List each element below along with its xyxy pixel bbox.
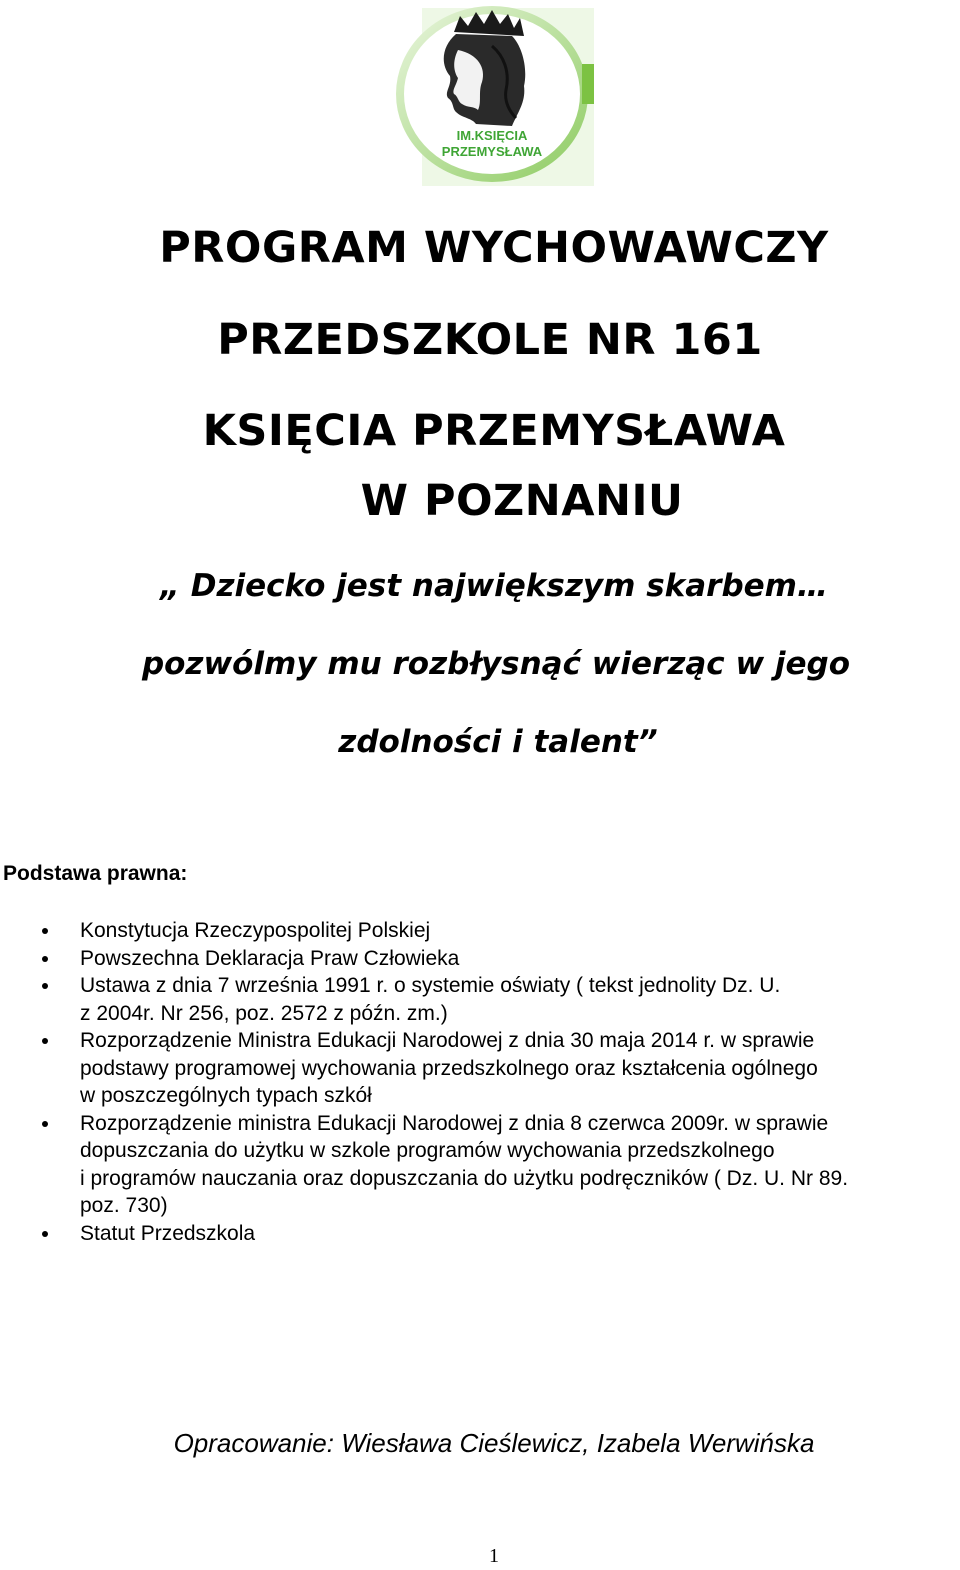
bullet-icon <box>42 1121 48 1127</box>
legal-basis-item <box>0 1027 960 1110</box>
crowned-head-icon <box>444 10 526 126</box>
legal-basis-item <box>0 1110 960 1220</box>
logo-text-line1: IM.KSIĘCIA <box>456 128 528 143</box>
legal-basis-item-line: i programów nauczania oraz dopuszczania do użytku podręczników ( Dz. U. Nr 89. <box>80 1166 849 1190</box>
motto-line2: pozwólmy mu rozbłysnąć wierząc w jego <box>141 646 851 682</box>
bullet-icon <box>42 983 48 989</box>
legal-basis-item-line: z 2004r. Nr 256, poz. 2572 z późn. zm.) <box>80 1001 448 1025</box>
school-logo-emblem <box>392 6 596 188</box>
school-logo <box>392 6 596 188</box>
bullet-icon <box>42 1231 48 1237</box>
document-title-line3: KSIĘCIA PRZEMYSŁAWA <box>202 406 786 456</box>
legal-basis-item-line: Powszechna Deklaracja Praw Człowieka <box>80 946 460 970</box>
bullet-icon <box>42 956 48 962</box>
document-title-line2: PRZEDSZKOLE NR 161 <box>217 315 763 365</box>
legal-basis-list <box>0 917 960 1247</box>
legal-basis-item-line: poz. 730) <box>80 1194 168 1217</box>
legal-basis-item-line: Rozporządzenie Ministra Edukacji Narodowej z dnia 30 maja 2014 r. w sprawie <box>80 1029 815 1052</box>
legal-basis-item <box>0 972 960 1027</box>
legal-basis-item <box>0 945 960 973</box>
legal-basis-item <box>0 917 960 945</box>
author-credit: Opracowanie: Wiesława Cieślewicz, Izabela Werwińska <box>173 1428 815 1458</box>
legal-basis-item-line: dopuszczania do użytku w szkole programów wychowania przedszkolnego <box>80 1139 775 1162</box>
document-title-line1: PROGRAM WYCHOWAWCZY <box>159 223 829 273</box>
logo-text-line2: PRZEMYSŁAWA <box>441 144 543 159</box>
legal-basis-item-line: Rozporządzenie ministra Edukacji Narodowej z dnia 8 czerwca 2009r. w sprawie <box>80 1111 829 1135</box>
legal-basis-item-line: w poszczególnych typach szkół <box>80 1084 372 1107</box>
legal-basis-item-line: Ustawa z dnia 7 września 1991 r. o systemie oświaty ( tekst jednolity Dz. U. <box>80 974 781 997</box>
logo-green-bar <box>582 64 594 104</box>
legal-basis-item-line: podstawy programowej wychowania przedszkolnego oraz kształcenia ogólnego <box>80 1056 818 1080</box>
bullet-icon <box>42 1038 48 1044</box>
legal-basis-item-line: Konstytucja Rzeczypospolitej Polskiej <box>80 919 431 942</box>
legal-basis-item <box>0 1220 960 1248</box>
legal-basis-item-line: Statut Przedszkola <box>80 1221 256 1245</box>
motto-line3: zdolności i talent” <box>338 724 658 760</box>
bullet-icon <box>42 928 48 934</box>
legal-basis-heading: Podstawa prawna: <box>3 862 188 885</box>
document-title-line4: W POZNANIU <box>360 476 684 526</box>
page-number: 1 <box>489 1545 499 1567</box>
motto-line1: „ Dziecko jest największym skarbem… <box>160 568 828 604</box>
